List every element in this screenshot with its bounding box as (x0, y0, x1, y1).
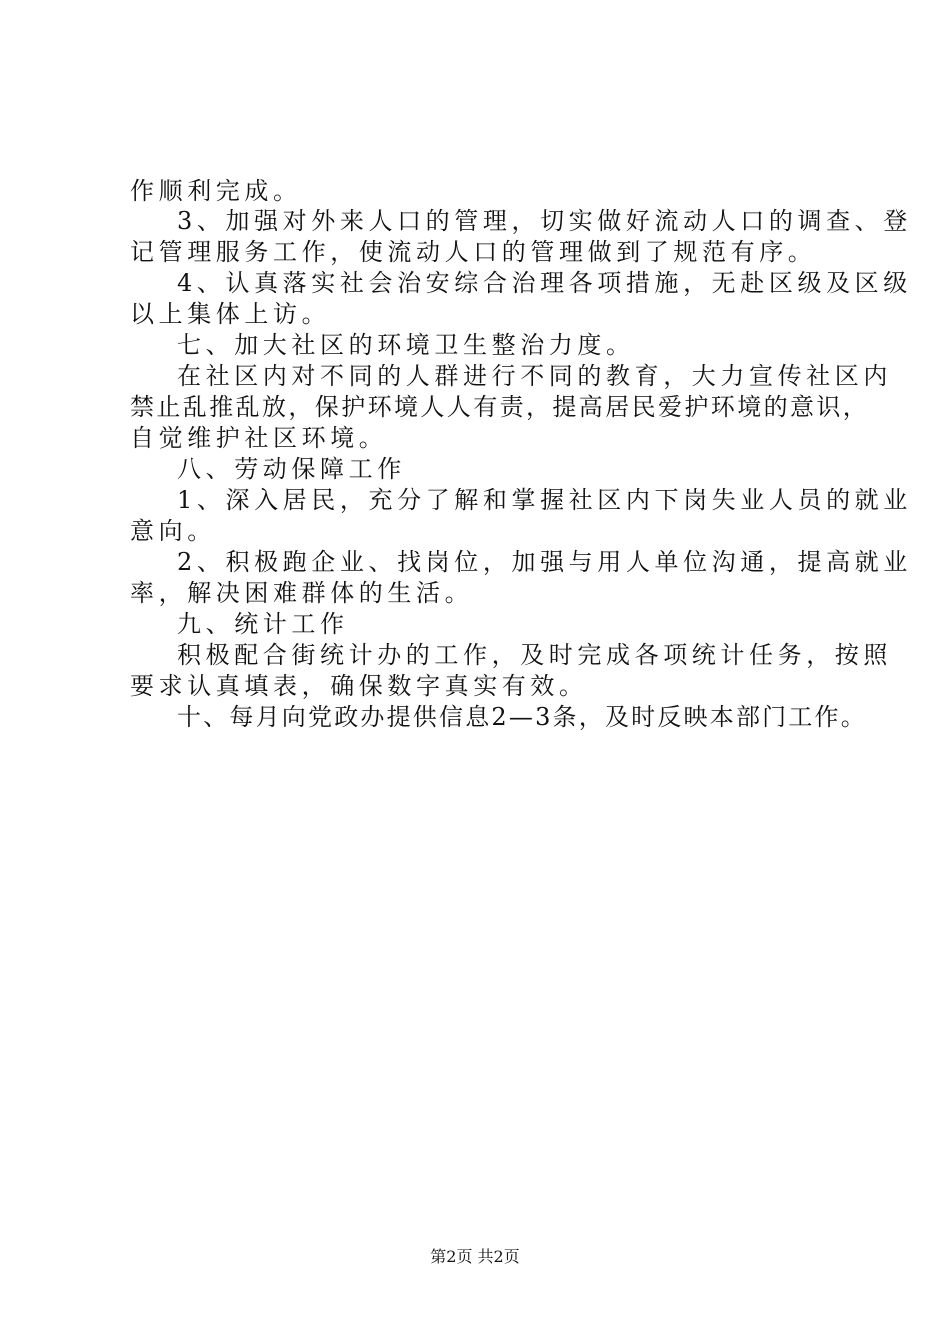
section-heading: 八、劳动保障工作 (177, 455, 406, 483)
body-text-line: 3、加强对外来人口的管理，切实做好流动人口的调查、登 (177, 207, 912, 235)
body-text-line: 1、深入居民，充分了解和掌握社区内下岗失业人员的就业 (177, 486, 912, 514)
body-text-line: 在社区内对不同的人群进行不同的教育，大力宣传社区内 (177, 362, 892, 390)
body-text-line: 意向。 (130, 517, 216, 545)
section-heading: 七、加大社区的环境卫生整治力度。 (177, 331, 635, 359)
body-text-line: 禁止乱推乱放，保护环境人人有责，提高居民爱护环境的意识， (130, 393, 870, 421)
body-text-line: 记管理服务工作，使流动人口的管理做到了规范有序。 (130, 238, 817, 266)
body-text-line: 率，解决困难群体的生活。 (130, 579, 474, 607)
body-text-line: 4、认真落实社会治安综合治理各项措施，无赴区级及区级 (177, 269, 912, 297)
body-text-line: 要求认真填表，确保数字真实有效。 (130, 672, 588, 700)
body-text-line: 2、积极跑企业、找岗位，加强与用人单位沟通，提高就业 (177, 548, 912, 576)
body-text-line: 作顺利完成。 (130, 177, 302, 205)
body-text-line: 以上集体上访。 (130, 300, 331, 328)
section-heading: 九、统计工作 (177, 610, 349, 638)
page-number-footer: 第2页 共2页 (430, 1247, 520, 1266)
body-text-line: 十、每月向党政办提供信息2—3条，及时反映本部门工作。 (177, 703, 867, 731)
body-text-line: 自觉维护社区环境。 (130, 424, 388, 452)
body-text-line: 积极配合街统计办的工作，及时完成各项统计任务，按照 (177, 641, 892, 669)
